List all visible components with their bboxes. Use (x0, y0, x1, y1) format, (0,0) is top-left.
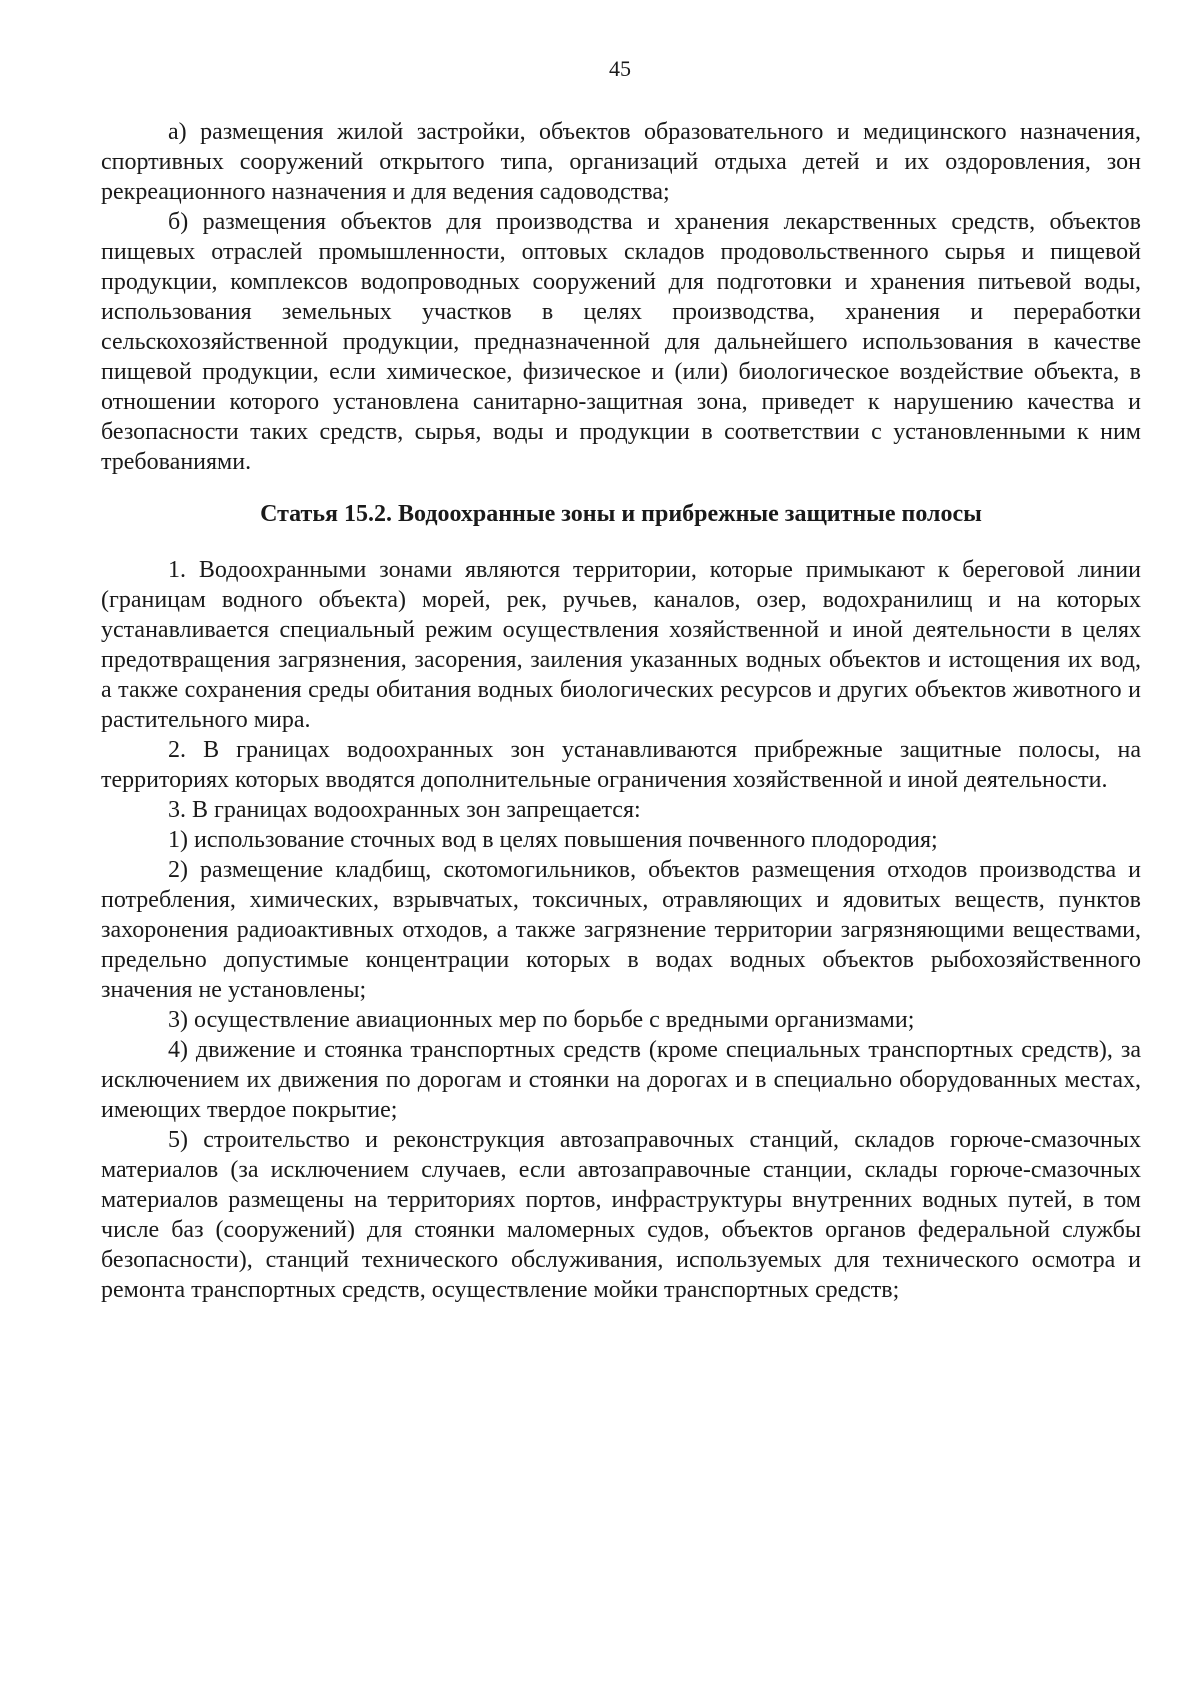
paragraph-subitem-4: 4) движение и стоянка транспортных средств (кроме специальных транспортных средств), за исключением их движения по дорогам и стоянки на дорогах и в специально оборудованных местах, имеющих твердое покрытие; (101, 1037, 1141, 1123)
paragraph-clause-1: 1. Водоохранными зонами являются территории, которые примыкают к береговой линии (границам водного объекта) морей, рек, ручьев, каналов, озер, водохранилищ и на которых устанавливается специальный режим осуществления хозяйственной и иной деятельности в целях предотвращения загрязнения, засорения, заиления указанных водных объектов и истощения их вод, а также сохранения среды обитания водных биологических ресурсов и других объектов животного и растительного мира. (101, 557, 1141, 733)
paragraph-clause-3: 3. В границах водоохранных зон запрещается: (168, 797, 641, 823)
paragraph-item-a: а) размещения жилой застройки, объектов образовательного и медицинского назначения, спортивных сооружений открытого типа, организаций отдыха детей и их оздоровления, зон рекреационного назначения и для ведения садоводства; (101, 119, 1141, 205)
paragraph-item-b: б) размещения объектов для производства и хранения лекарственных средств, объектов пищевых отраслей промышленности, оптовых складов продовольственного сырья и пищевой продукции, комплексов водопроводных сооружений для подготовки и хранения питьевой воды, использования земельных участков в целях производства, хранения и переработки сельскохозяйственной продукции, предназначенной для дальнейшего использования в качестве пищевой продукции, если химическое, физическое и (или) биологическое воздействие объекта, в отношении которого установлена санитарно-защитная зона, приведет к нарушению качества и безопасности таких средств, сырья, воды и продукции в соответствии с установленными к ним требованиями. (101, 209, 1141, 475)
document-body (101, 117, 1141, 1305)
paragraph-subitem-1: 1) использование сточных вод в целях повышения почвенного плодородия; (168, 827, 938, 853)
paragraph-clause-2: 2. В границах водоохранных зон устанавливаются прибрежные защитные полосы, на территориях которых вводятся дополнительные ограничения хозяйственной и иной деятельности. (101, 737, 1141, 793)
article-heading: Статья 15.2. Водоохранные зоны и прибрежные защитные полосы (260, 501, 982, 527)
paragraph-subitem-2: 2) размещение кладбищ, скотомогильников, объектов размещения отходов производства и потребления, химических, взрывчатых, токсичных, отравляющих и ядовитых веществ, пунктов захоронения радиоактивных отходов, а также загрязнение территории загрязняющими веществами, предельно допустимые концентрации которых в водах водных объектов рыбохозяйственного значения не установлены; (101, 857, 1141, 1003)
paragraph-subitem-3: 3) осуществление авиационных мер по борьбе с вредными организмами; (168, 1007, 915, 1033)
paragraph-subitem-5: 5) строительство и реконструкция автозаправочных станций, складов горюче-смазочных материалов (за исключением случаев, если автозаправочные станции, склады горюче-смазочных материалов размещены на территориях портов, инфраструктуры внутренних водных путей, в том числе баз (сооружений) для стоянки маломерных судов, объектов органов федеральной службы безопасности), станций технического обслуживания, используемых для технического осмотра и ремонта транспортных средств, осуществление мойки транспортных средств; (101, 1127, 1141, 1303)
page-number: 45 (609, 56, 631, 81)
